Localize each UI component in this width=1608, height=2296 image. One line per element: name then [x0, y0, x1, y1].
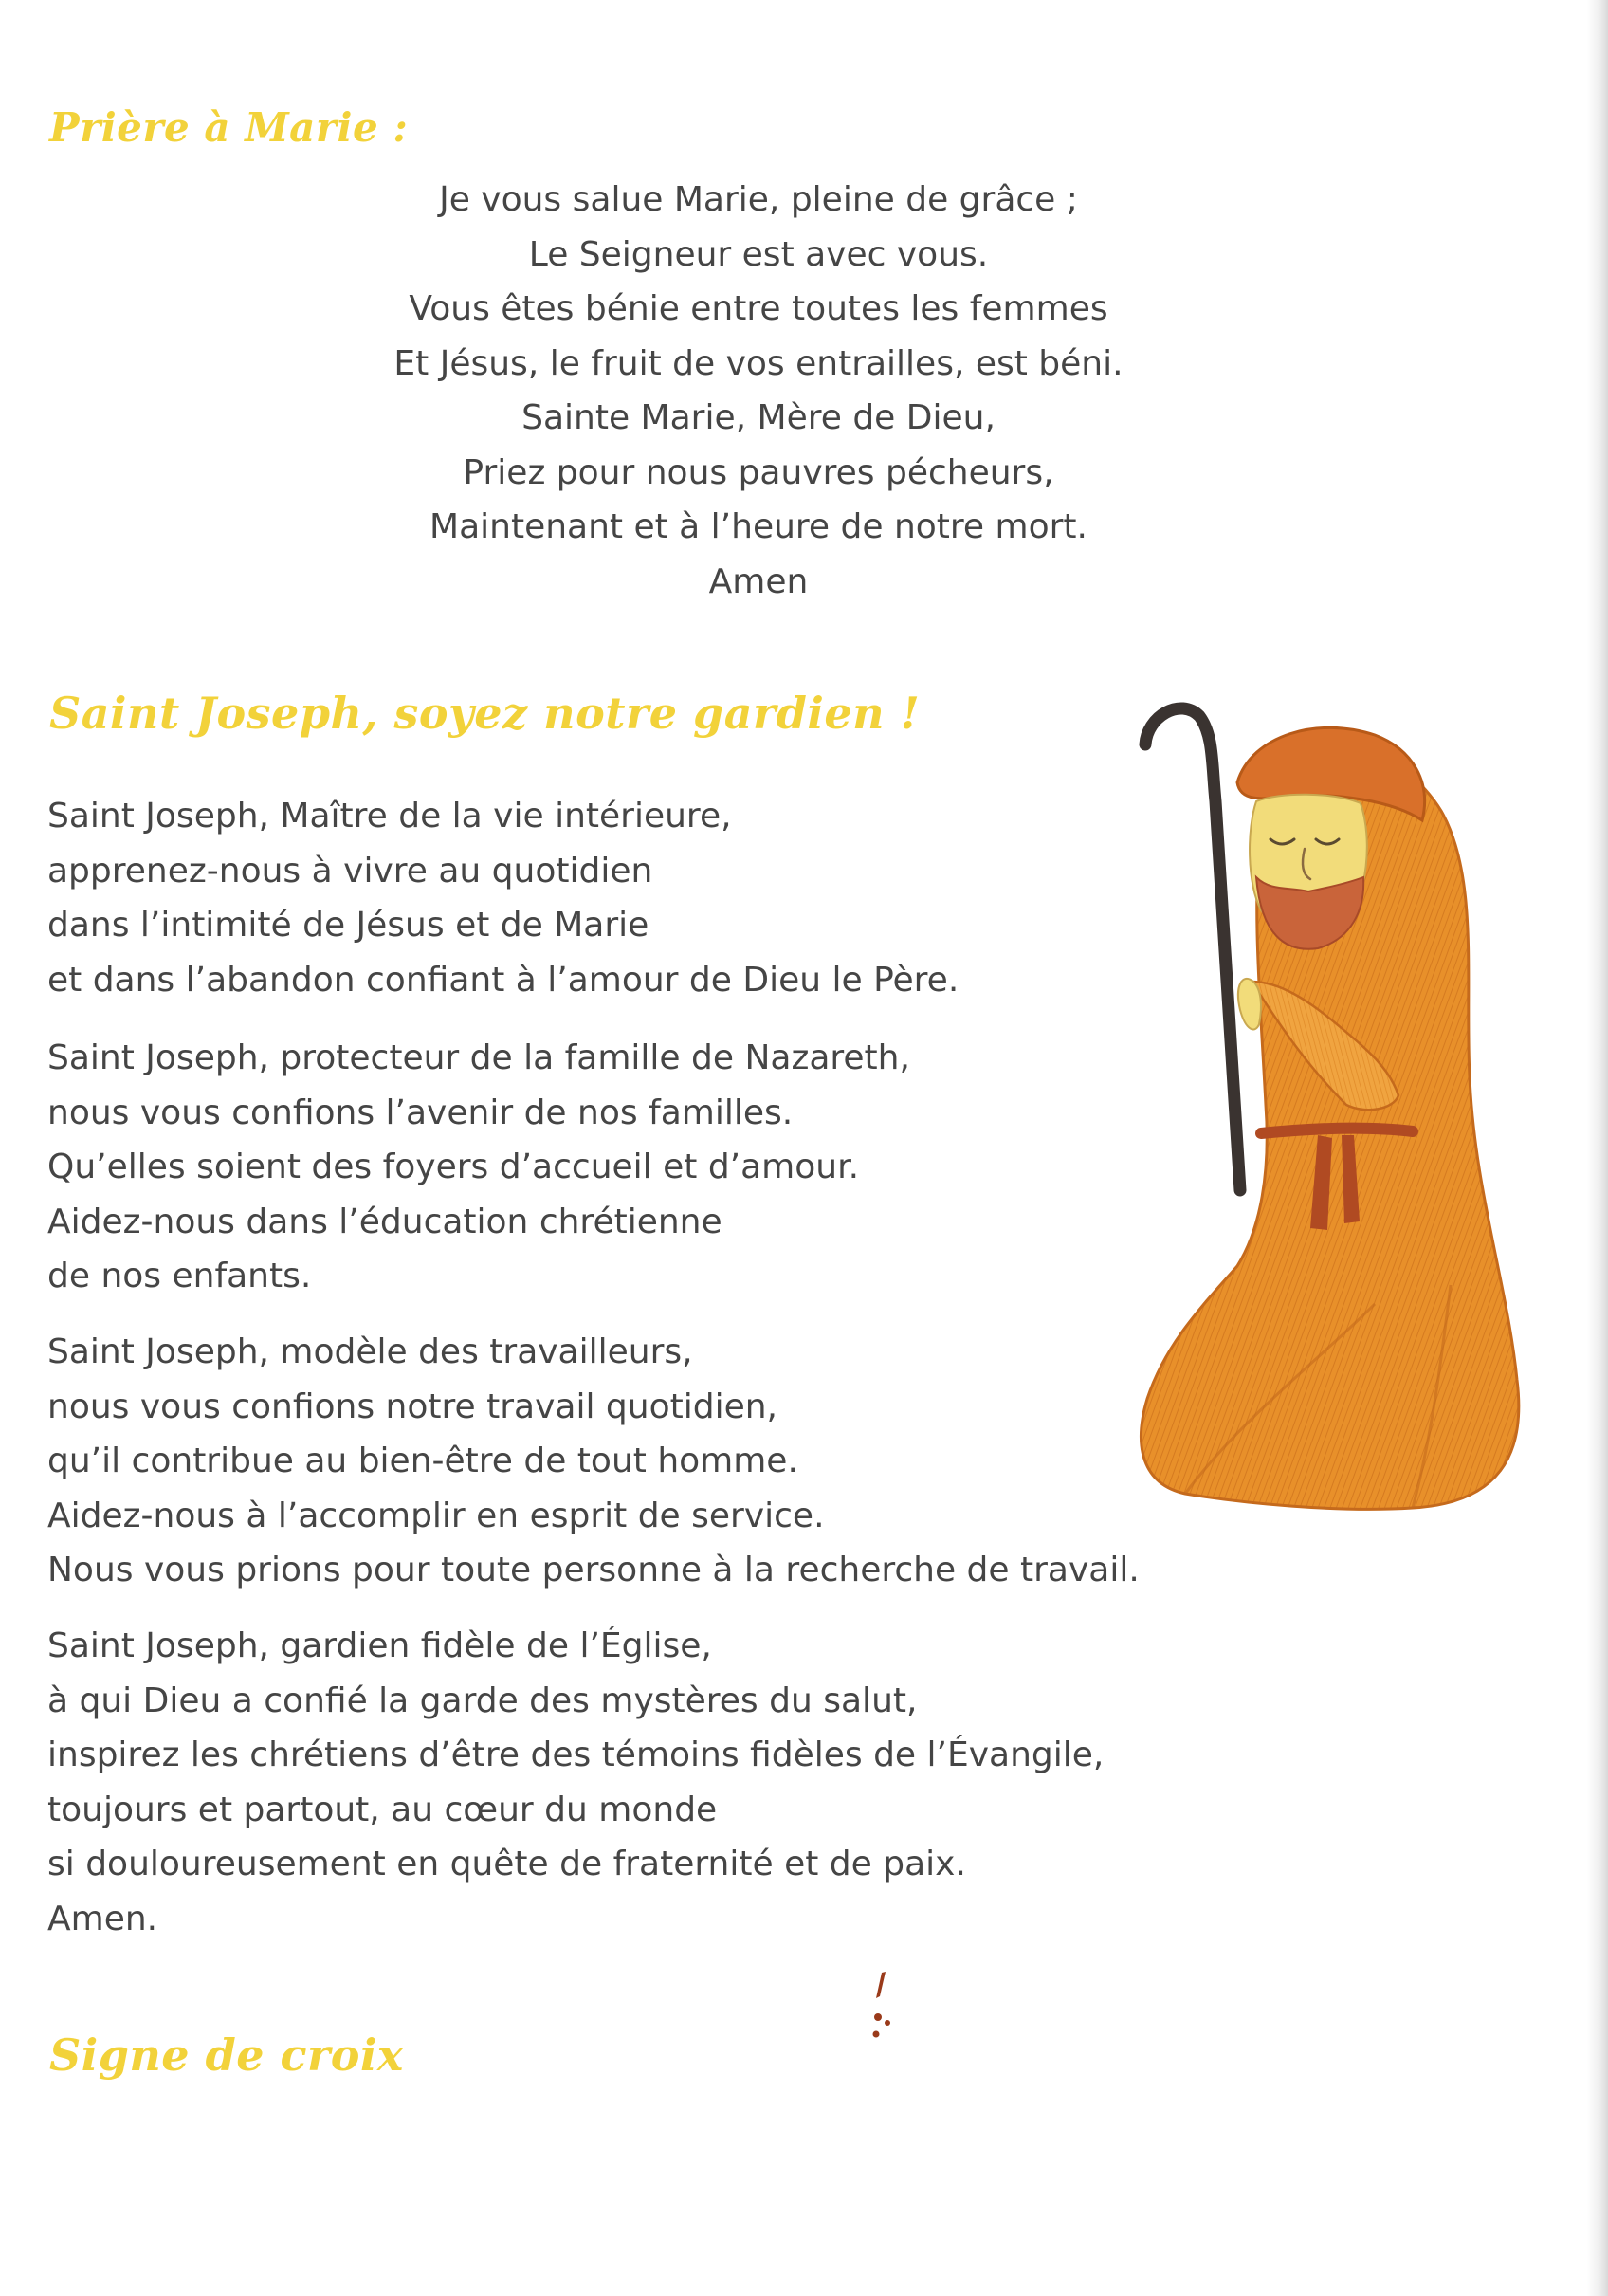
marie-prayer-line: Sainte Marie, Mère de Dieu,	[521, 398, 996, 437]
praying-saint-joseph-icon	[1128, 697, 1526, 1527]
joseph-prayer-line: et dans l’abandon confiant à l’amour de Dieu le Père.	[47, 960, 959, 1000]
joseph-prayer-line: Aidez-nous dans l’éducation chrétienne	[47, 1202, 722, 1241]
joseph-prayer-line: Aidez-nous à l’accomplir en esprit de service.	[47, 1496, 825, 1535]
joseph-prayer-line: dans l’intimité de Jésus et de Marie	[47, 906, 649, 945]
joseph-prayer-line: nous vous confions l’avenir de nos familles.	[47, 1093, 794, 1132]
ink-stain-svg	[865, 1968, 903, 2053]
joseph-prayer-line: à qui Dieu a confié la garde des mystères du salut,	[47, 1681, 918, 1720]
marie-prayer-line: Et Jésus, le fruit de vos entrailles, est béni.	[393, 343, 1124, 383]
marie-prayer-line: Priez pour nous pauvres pécheurs,	[463, 452, 1054, 492]
joseph-prayer-line: Amen.	[47, 1899, 158, 1938]
joseph-prayer-line: qu’il contribue au bien-être de tout homme.	[47, 1442, 798, 1480]
joseph-prayer-line: si douloureusement en quête de fraternité et de paix.	[47, 1845, 966, 1883]
joseph-stanza-3	[47, 1325, 1140, 1598]
marie-prayer-line: Amen	[708, 561, 809, 601]
heading-priere-marie: Prière à Marie :	[49, 104, 409, 151]
heading-signe-de-croix: Signe de croix	[49, 2030, 404, 2081]
page-edge-shadow	[1587, 0, 1608, 2296]
joseph-prayer-line: Saint Joseph, protecteur de la famille de Nazareth,	[47, 1038, 910, 1077]
joseph-prayer-line: Saint Joseph, gardien fidèle de l’Église,	[47, 1626, 712, 1665]
marie-prayer-line: Le Seigneur est avec vous.	[528, 234, 989, 274]
joseph-prayer-line: Nous vous prions pour toute personne à la recherche de travail.	[47, 1551, 1140, 1589]
joseph-prayer-line: Saint Joseph, Maître de la vie intérieure,	[47, 797, 732, 836]
marie-prayer-line: Vous êtes bénie entre toutes les femmes	[409, 289, 1108, 328]
joseph-prayer-line: toujours et partout, au cœur du monde	[47, 1790, 718, 1829]
joseph-stanza-1	[47, 789, 959, 1007]
marie-prayer-line: Maintenant et à l’heure de notre mort.	[429, 507, 1087, 546]
joseph-prayer-line: nous vous confions notre travail quotidien,	[47, 1387, 777, 1426]
joseph-prayer-line: Qu’elles soient des foyers d’accueil et d’amour.	[47, 1148, 860, 1186]
heading-saint-joseph: Saint Joseph, soyez notre gardien !	[49, 688, 921, 739]
marie-prayer	[284, 173, 1233, 609]
joseph-stanza-4	[47, 1619, 1104, 1946]
joseph-prayer-line: Saint Joseph, modèle des travailleurs,	[47, 1332, 693, 1371]
joseph-prayer-line: apprenez-nous à vivre au quotidien	[47, 851, 653, 891]
joseph-illustration-svg	[1128, 697, 1526, 1527]
ink-stain-mark	[865, 1968, 903, 2053]
joseph-stanza-2	[47, 1031, 910, 1304]
marie-prayer-line: Je vous salue Marie, pleine de grâce ;	[439, 180, 1078, 219]
joseph-prayer-line: inspirez les chrétiens d’être des témoins fidèles de l’Évangile,	[47, 1736, 1105, 1774]
joseph-prayer-line: de nos enfants.	[47, 1257, 312, 1295]
